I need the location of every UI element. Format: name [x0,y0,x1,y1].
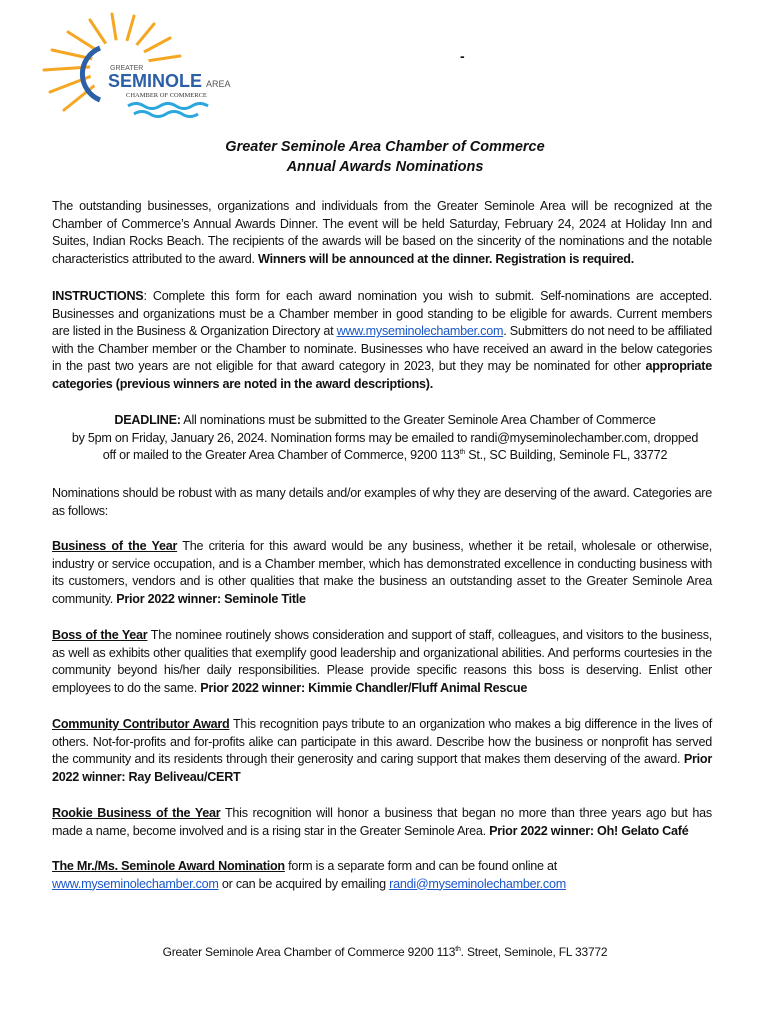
header-dash: - [460,48,465,64]
deadline-sup: th [459,448,466,456]
instructions-text1: : Complete this form for each award nomination you wish to submit. Self-nominations are accepted. Businesses and organizations must be a Chamber member in good standing to be eligible for awards. Current members are listed in the Business & Organization Directory at [52,289,712,338]
logo-line3: CHAMBER OF COMMERCE [126,92,207,99]
award-rookie-business [52,805,712,840]
logo-line1: GREATER [110,65,144,72]
website-link[interactable]: www.myseminolechamber.com [52,876,219,891]
award-text: The nominee routinely shows consideration and support of staff, colleagues, and visitors to the business, as well as exhibits other qualities that exemplify good leadership and organizational abilities. And performs courtesies in the community beyond his/her daily responsibilities. Please provide specific reasons this boss is deserving. Enlist other employees to do the same. [52,628,712,695]
award-text: This recognition will honor a business that began no more than three years ago but has made a name, become involved and is a rising star in the Greater Seminole Area. [52,806,712,838]
intro-paragraph [52,198,712,268]
award-text: This recognition pays tribute to an organization who makes a big difference in the lives of others. Not-for-profits and for-profits alike can participate in this award. Describe how the business or nonprofit has served the community and its residents through their generosity and caring support that makes them deserving of the award. [52,717,712,766]
award-community-contributor [52,716,712,786]
mrms-paragraph [52,858,712,893]
mrms-text2: or can be acquired by emailing [218,876,390,891]
chamber-logo [30,10,250,130]
award-name: Rookie Business of the Year [52,806,221,820]
mrms-text1: form is a separate form and can be found online at [284,859,558,873]
deadline-line1: All nominations must be submitted to the Greater Seminole Area Chamber of Commerce [180,413,656,427]
award-winner: Prior 2022 winner: Kimmie Chandler/Fluff Animal Rescue [200,680,528,695]
deadline-paragraph [40,412,730,465]
logo-line2-suffix: AREA [206,79,231,89]
instructions-text2: . Submitters do not need to be affiliated with the Chamber member or the Chamber to nominate. Businesses who have received an award in the below categories in the past two years are not eligible for that award category in 2023, but they may be nominated for other [52,324,712,373]
deadline-label: DEADLINE: [114,413,181,427]
page-title [0,137,770,177]
wave-icon [128,104,208,117]
intro-text: The outstanding businesses, organizations and individuals from the Greater Seminole Area will be recognized at the Chamber of Commerce’s Annual Awards Dinner. The event will be held Saturday, February 24, 2024 at Holiday Inn and Suites, Indian Rocks Beach. The recipients of the awards will be based on the sincerity of the nominations and the notable characteristics attributed to the award. [52,199,712,266]
title-line1: Greater Seminole Area Chamber of Commerce [225,139,545,155]
instructions-bold: appropriate categories (previous winners are noted in the award descriptions). [52,359,712,391]
logo-line2: SEMINOLE [108,71,203,91]
footer-sup: th [455,946,461,953]
title-line2: Annual Awards Nominations [286,159,484,175]
instructions-paragraph [52,288,712,393]
deadline-line3b: St., SC Building, Seminole FL, 33772 [465,448,668,462]
mrms-name: The Mr./Ms. Seminole Award Nomination [52,859,285,873]
categories-intro: Nominations should be robust with as many details and/or examples of why they are deserving of the award. Categories are as follows: [52,486,712,518]
deadline-line2: by 5pm on Friday, January 26, 2024. Nomination forms may be emailed to randi@myseminolechamber.com, dropped [71,430,699,445]
award-boss-of-year [52,627,712,697]
award-winner: Prior 2022 winner: Oh! Gelato Café [489,823,689,838]
award-business-of-year [52,538,712,608]
award-name: Community Contributor Award [52,717,230,731]
footer-b: . Street, Seminole, FL 33772 [460,945,608,959]
instructions-label: INSTRUCTIONS [52,289,144,303]
email-link[interactable]: randi@myseminolechamber.com [389,876,566,891]
award-winner: Prior 2022 winner: Seminole Title [116,591,306,606]
directory-link[interactable]: www.myseminolechamber.com [336,324,504,338]
deadline-line3a: off or mailed to the Greater Area Chamber of Commerce, 9200 113 [102,448,460,462]
footer-a: Greater Seminole Area Chamber of Commerce 9200 113 [162,945,456,959]
award-name: Business of the Year [52,539,178,553]
award-winner: Prior 2022 winner: Ray Beliveau/CERT [52,752,712,784]
intro-bold: Winners will be announced at the dinner. Registration is required. [258,251,635,266]
page-footer [0,945,770,959]
award-text: The criteria for this award would be any business, whether it be retail, wholesale or otherwise, industry or service occupation, and is a Chamber member, which has demonstrated excellence in conducting business with its customers, vendors and is other qualities that make the business an outstanding asset to the Greater Seminole Area community. [52,539,712,606]
award-name: Boss of the Year [52,628,148,642]
